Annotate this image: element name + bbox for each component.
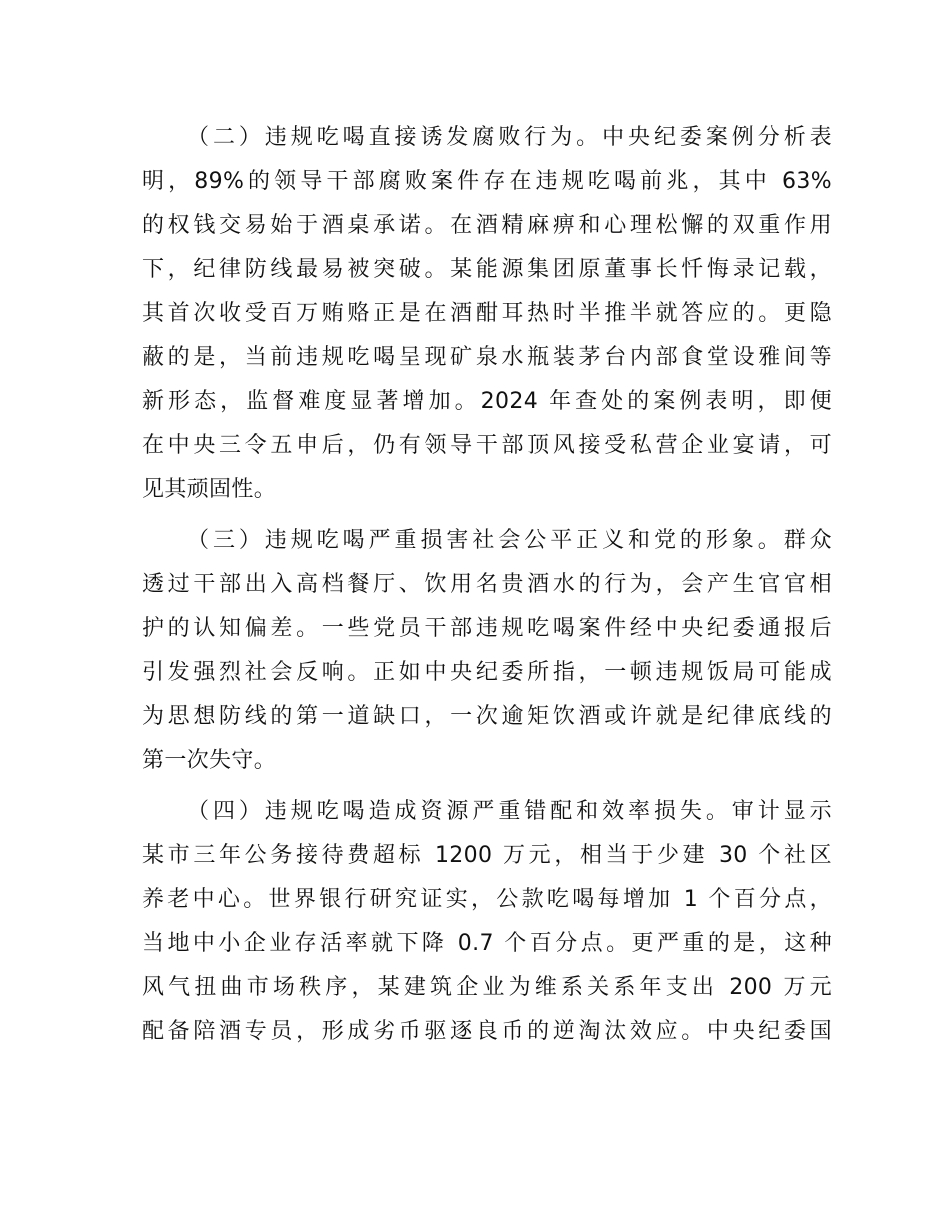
text-line: 明，89%的领导干部腐败案件存在违规吃喝前兆，其中 63% [142,169,832,194]
text-line: 新形态，监督难度显著增加。2024 年查处的案例表明，即便 [142,389,832,414]
text-line: 当地中小企业存活率就下降 0.7 个百分点。更严重的是，这种 [142,931,832,956]
text-line: （四）违规吃喝造成资源严重错配和效率损失。审计显示 [187,799,832,824]
text-line: 风气扭曲市场秩序，某建筑企业为维系关系年支出 200 万元 [142,975,832,1000]
text-line: （三）违规吃喝严重损害社会公平正义和党的形象。群众 [187,528,832,553]
text-line: 养老中心。世界银行研究证实，公款吃喝每增加 1 个百分点， [142,887,832,912]
text-line: 护的认知偏差。一些党员干部违规吃喝案件经中央纪委通报后 [142,616,832,641]
text-line: 为思想防线的第一道缺口，一次逾矩饮酒或许就是纪律底线的 [142,704,832,729]
text-line: 见其顽固性。 [142,477,277,502]
text-line: 透过干部出入高档餐厅、饮用名贵酒水的行为，会产生官官相 [142,572,832,597]
text-line: 某市三年公务接待费超标 1200 万元，相当于少建 30 个社区 [142,843,832,868]
text-line: 的权钱交易始于酒桌承诺。在酒精麻痹和心理松懈的双重作用 [142,213,832,238]
text-line: 配备陪酒专员，形成劣币驱逐良币的逆淘汰效应。中央纪委国 [142,1019,832,1044]
text-line: （二）违规吃喝直接诱发腐败行为。中央纪委案例分析表 [187,125,832,150]
text-line: 第一次失守。 [142,748,277,773]
text-line: 其首次收受百万贿赂正是在酒酣耳热时半推半就答应的。更隐 [142,301,832,326]
text-line: 在中央三令五申后，仍有领导干部顶风接受私营企业宴请，可 [142,433,832,458]
text-line: 蔽的是，当前违规吃喝呈现矿泉水瓶装茅台内部食堂设雅间等 [142,345,832,370]
text-line: 引发强烈社会反响。正如中央纪委所指，一顿违规饭局可能成 [142,660,832,685]
text-line: 下，纪律防线最易被突破。某能源集团原董事长忏悔录记载， [142,257,832,282]
